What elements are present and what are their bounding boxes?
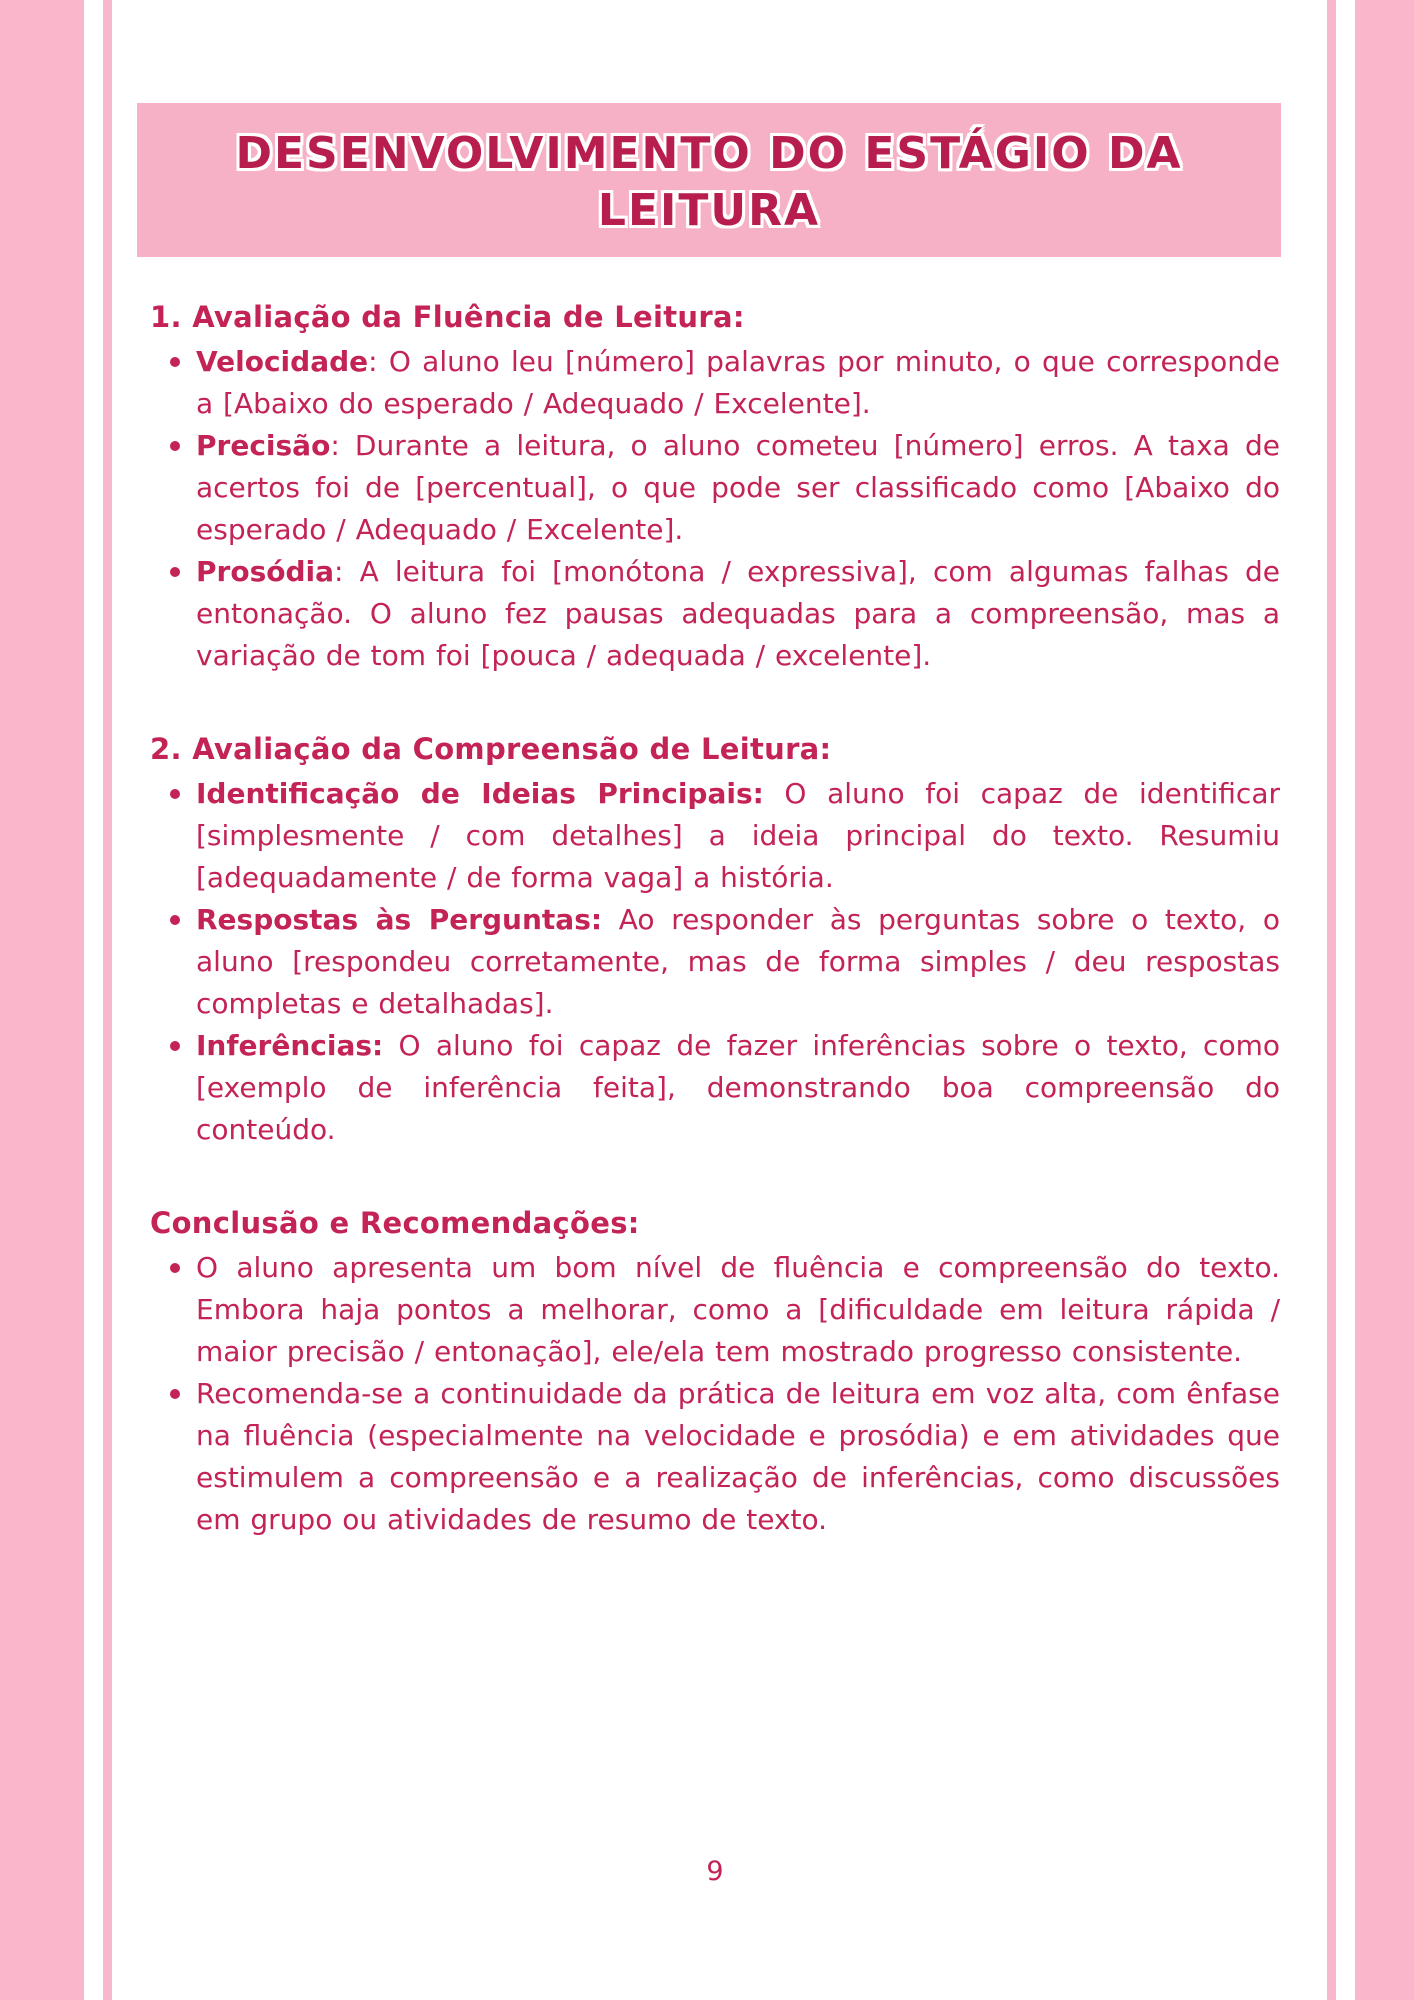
left-border-stripe bbox=[103, 0, 112, 2000]
page-content bbox=[150, 0, 1280, 1541]
left-border-band bbox=[0, 0, 84, 2000]
list-item bbox=[150, 773, 1280, 899]
section-heading: 2. Avaliação da Compreensão de Leitura: bbox=[150, 732, 832, 766]
page-title-line-1: DESENVOLVIMENTO DO ESTÁGIO DA bbox=[235, 128, 1183, 179]
bullet-dot bbox=[170, 789, 180, 799]
bullet-list bbox=[150, 1247, 1280, 1541]
bullet-text: O aluno apresenta um bom nível de fluência e compreensão do texto. Embora haja pontos a melhorar, como a [dificuldade em leitura rápida / maior precisão / entonação], ele/ela tem mostrado progresso consistente. bbox=[196, 1251, 1280, 1368]
right-border-band bbox=[1355, 0, 1414, 2000]
bullet-dot bbox=[170, 1041, 180, 1051]
bullet-lead: Precisão bbox=[196, 429, 331, 462]
bullet-text: : O aluno leu [número] palavras por minuto, o que corresponde a [Abaixo do esperado / Adequado / Excelente]. bbox=[196, 345, 1280, 420]
bullet-dot bbox=[170, 567, 180, 577]
section-fluencia bbox=[150, 297, 1280, 677]
bullet-list bbox=[150, 341, 1280, 677]
bullet-list bbox=[150, 773, 1280, 1151]
bullet-dot bbox=[170, 915, 180, 925]
list-item bbox=[150, 1025, 1280, 1151]
bullet-lead: Prosódia bbox=[196, 555, 335, 588]
bullet-dot bbox=[170, 357, 180, 367]
bullet-paragraph bbox=[196, 1247, 1280, 1373]
list-item bbox=[150, 1373, 1280, 1541]
bullet-paragraph bbox=[196, 1025, 1280, 1151]
section-heading: Conclusão e Recomendações: bbox=[150, 1206, 640, 1240]
bullet-text: Recomenda-se a continuidade da prática de leitura em voz alta, com ênfase na fluência (especialmente na velocidade e prosódia) e em atividades que estimulem a compreensão e a realização de inferências, como discussões em grupo ou atividades de resumo de texto. bbox=[196, 1377, 1280, 1536]
page-title bbox=[137, 125, 1281, 239]
list-item bbox=[150, 899, 1280, 1025]
bullet-lead: Velocidade bbox=[196, 345, 369, 378]
list-item bbox=[150, 341, 1280, 425]
bullet-lead: Respostas às Perguntas: bbox=[196, 903, 603, 936]
list-item bbox=[150, 1247, 1280, 1373]
bullet-text: : Durante a leitura, o aluno cometeu [número] erros. A taxa de acertos foi de [percentual], o que pode ser classificado como [Abaixo do esperado / Adequado / Excelente]. bbox=[196, 429, 1280, 546]
bullet-dot bbox=[170, 441, 180, 451]
title-banner bbox=[137, 103, 1281, 257]
bullet-lead: Identificação de Ideias Principais: bbox=[196, 777, 764, 810]
list-item bbox=[150, 425, 1280, 551]
section-compreensao bbox=[150, 729, 1280, 1151]
bullet-dot bbox=[170, 1389, 180, 1399]
section-heading: 1. Avaliação da Fluência de Leitura: bbox=[150, 300, 745, 334]
bullet-paragraph bbox=[196, 773, 1280, 899]
bullet-paragraph bbox=[196, 899, 1280, 1025]
bullet-paragraph bbox=[196, 551, 1280, 677]
bullet-lead: Inferências: bbox=[196, 1029, 384, 1062]
list-item bbox=[150, 551, 1280, 677]
bullet-text: O aluno foi capaz de identificar [simplesmente / com detalhes] a ideia principal do texto. Resumiu [adequadamente / de forma vaga] a história. bbox=[196, 777, 1280, 894]
right-border-stripe bbox=[1327, 0, 1336, 2000]
bullet-text: Ao responder às perguntas sobre o texto, o aluno [respondeu corretamente, mas de forma simples / deu respostas completas e detalhadas]. bbox=[196, 903, 1280, 1020]
page-title-line-2: LEITURA bbox=[597, 185, 821, 236]
page-number: 9 bbox=[706, 1856, 724, 1887]
bullet-text: O aluno foi capaz de fazer inferências sobre o texto, como [exemplo de inferência feita], demonstrando boa compreensão do conteúdo. bbox=[196, 1029, 1280, 1146]
section-conclusao bbox=[150, 1203, 1280, 1541]
bullet-paragraph bbox=[196, 1373, 1280, 1541]
bullet-paragraph bbox=[196, 425, 1280, 551]
bullet-text: : A leitura foi [monótona / expressiva], com algumas falhas de entonação. O aluno fez pausas adequadas para a compreensão, mas a variação de tom foi [pouca / adequada / excelente]. bbox=[196, 555, 1280, 672]
bullet-dot bbox=[170, 1263, 180, 1273]
bullet-paragraph bbox=[196, 341, 1280, 425]
